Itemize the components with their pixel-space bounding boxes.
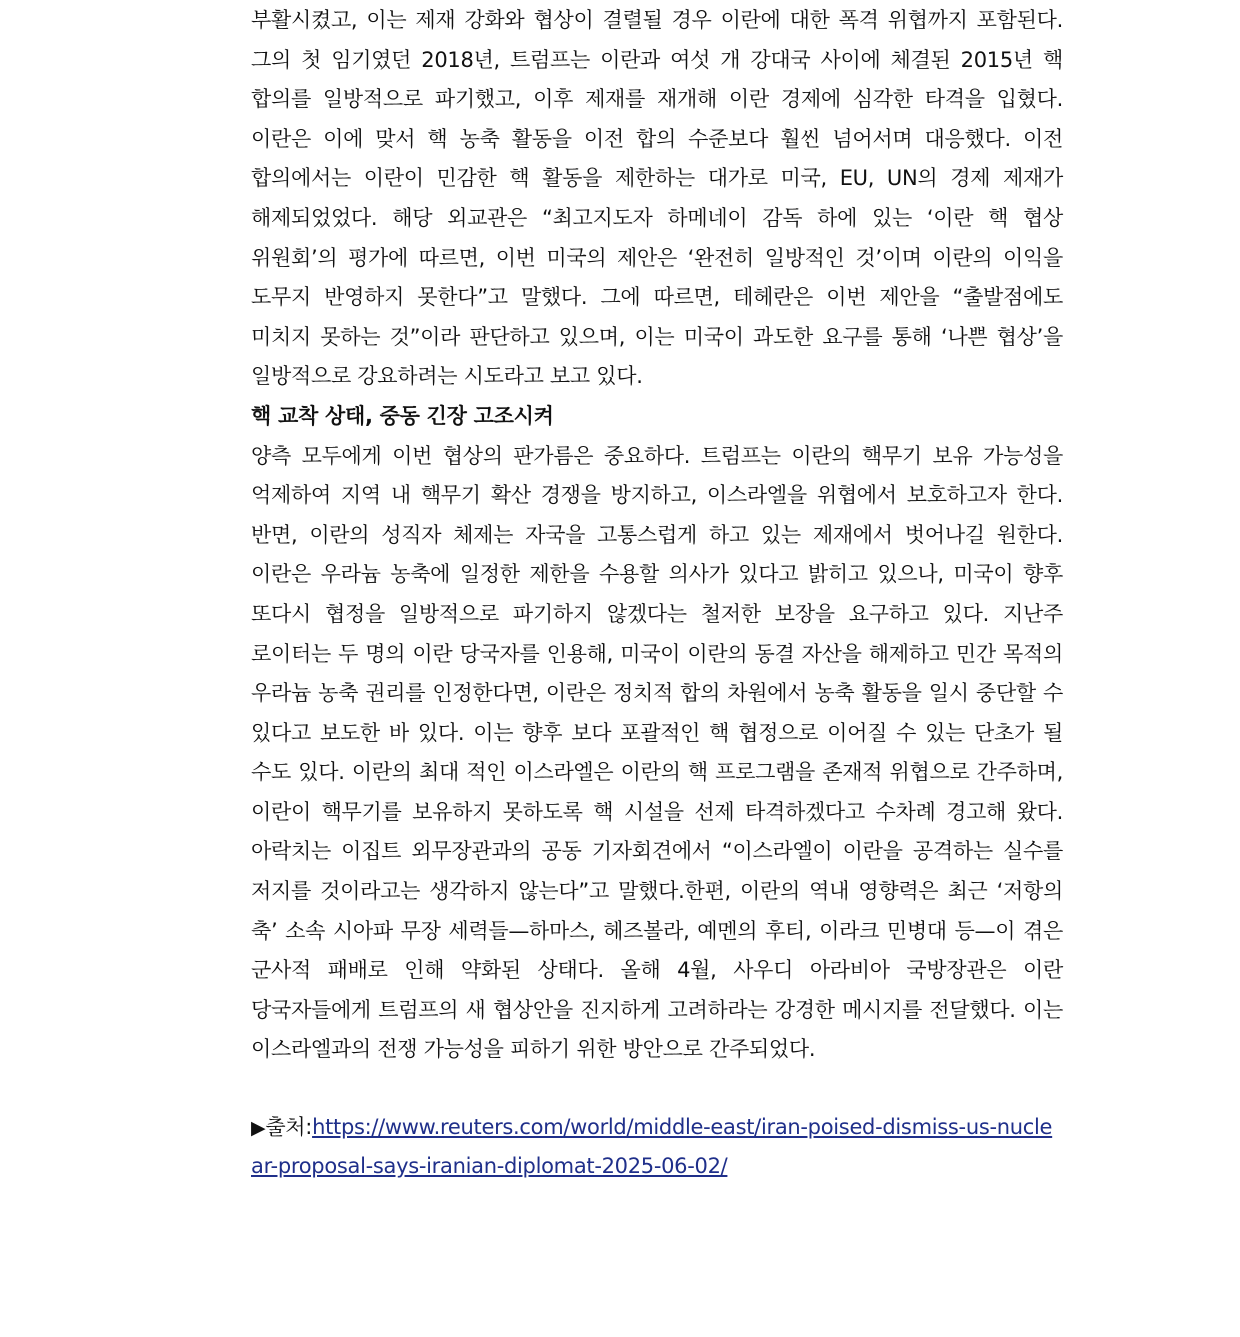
source-link[interactable]: https://www.reuters.com/world/middle-east/iran-poised-dismiss-us-nuclear-proposal-says-iranian-diplomat-2025-06-02/: [251, 1115, 1053, 1179]
article-paragraph-2: 양측 모두에게 이번 협상의 판가름은 중요하다. 트럼프는 이란의 핵무기 보유 가능성을 억제하여 지역 내 핵무기 확산 경쟁을 방지하고, 이스라엘을 위협에서 보호하고자 한다. 반면, 이란의 성직자 체제는 자국을 고통스럽게 하고 있는 제재에서 벗어나길 원한다. 이란은 우라늄 농축에 일정한 제한을 수용할 의사가 있다고 밝히고 있으나, 미국이 향후 또다시 협정을 일방적으로 파기하지 않겠다는 철저한 보장을 요구하고 있다. 지난주 로이터는 두 명의 이란 당국자를 인용해, 미국이 이란의 동결 자산을 해제하고 민간 목적의 우라늄 농축 권리를 인정한다면, 이란은 정치적 합의 차원에서 농축 활동을 일시 중단할 수 있다고 보도한 바 있다. 이는 향후 보다 포괄적인 핵 협정으로 이어질 수 있는 단초가 될 수도 있다. 이란의 최대 적인 이스라엘은 이란의 핵 프로그램을 존재적 위협으로 간주하며, 이란이 핵무기를 보유하지 못하도록 핵 시설을 선제 타격하겠다고 수차례 경고해 왔다. 아락치는 이집트 외무장관과의 공동 기자회견에서 “이스라엘이 이란을 공격하는 실수를 저지를 것이라고는 생각하지 않는다”고 말했다.한편, 이란의 역내 영향력은 최근 ‘저항의 축’ 소속 시아파 무장 세력들—하마스, 헤즈볼라, 예멘의 후티, 이라크 민병대 등—이 겪은 군사적 패배로 인해 약화된 상태다. 올해 4월, 사우디 아라비아 국방장관은 이란 당국자들에게 트럼프의 새 협상안을 진지하게 고려하라는 강경한 메시지를 전달했다. 이는 이스라엘과의 전쟁 가능성을 피하기 위한 방안으로 간주되었다.: [251, 443, 1063, 1062]
source-label: 출처:: [265, 1115, 313, 1140]
section-heading: 핵 교착 상태, 중동 긴장 고조시켜: [251, 403, 554, 428]
source-line: [251, 1108, 1063, 1185]
triangle-arrow-icon: ▶: [251, 1117, 266, 1140]
article-paragraph-1: 부활시켰고, 이는 제재 강화와 협상이 결렬될 경우 이란에 대한 폭격 위협까지 포함된다. 그의 첫 임기였던 2018년, 트럼프는 이란과 여섯 개 강대국 사이에 체결된 2015년 핵 합의를 일방적으로 파기했고, 이후 제재를 재개해 이란 경제에 심각한 타격을 입혔다. 이란은 이에 맞서 핵 농축 활동을 이전 합의 수준보다 훨씬 넘어서며 대응했다. 이전 합의에서는 이란이 민감한 핵 활동을 제한하는 대가로 미국, EU, UN의 경제 제재가 해제되었었다. 해당 외교관은 “최고지도자 하메네이 감독 하에 있는 ‘이란 핵 협상 위원회’의 평가에 따르면, 이번 미국의 제안은 ‘완전히 일방적인 것’이며 이란의 이익을 도무지 반영하지 못한다”고 말했다. 그에 따르면, 테헤란은 이번 제안을 “출발점에도 미치지 못하는 것”이라 판단하고 있으며, 이는 미국이 과도한 요구를 통해 ‘나쁜 협상’을 일방적으로 강요하려는 시도라고 보고 있다.: [251, 8, 1063, 389]
article-page: [251, 0, 1063, 1185]
